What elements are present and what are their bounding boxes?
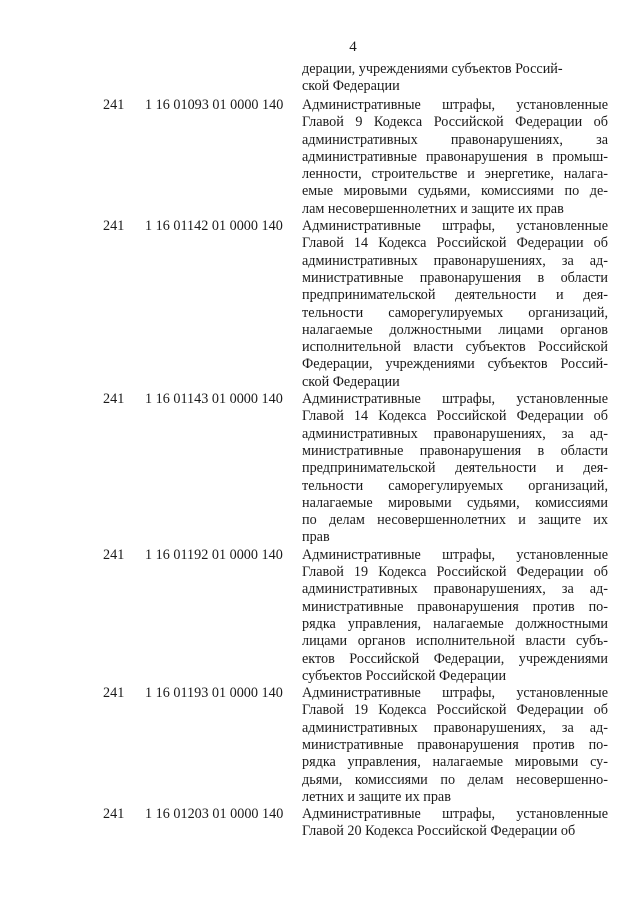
text-line: летних и защите их прав xyxy=(302,788,451,805)
text-line: Административные штрафы, установленные xyxy=(302,546,608,563)
text-line: тельности саморегулируемых организаций, xyxy=(302,477,608,494)
table-row xyxy=(0,218,640,391)
text-line: административные правонарушения в промыш- xyxy=(302,148,608,165)
text-line: ленности, строительстве и энергетике, налага- xyxy=(302,166,608,183)
text-line: емые мировыми судьями, комиссиями по де- xyxy=(302,183,608,200)
text-line: предпринимательской деятельности и дея- xyxy=(302,460,608,477)
text-line: ектов Российской Федерации, учреждениями xyxy=(302,650,608,667)
text-line: дерации, учреждениями субъектов Россий- xyxy=(302,61,563,77)
text-line: по делам несовершеннолетних и защите их xyxy=(302,512,608,529)
text-line: ской Федерации xyxy=(302,78,400,95)
text-line: Главой 14 Кодекса Российской Федерации об xyxy=(302,235,608,252)
text-line: министративные правонарушения против по- xyxy=(302,598,608,615)
text-line: лам несовершеннолетних и защите их прав xyxy=(302,200,564,217)
budget-classification-code: 1 16 01193 01 0000 140 xyxy=(145,685,283,702)
text-line: исполнительной власти субъектов Российской xyxy=(302,339,608,356)
text-line: Главой 19 Кодекса Российской Федерации об xyxy=(302,564,608,581)
text-line: Главой 19 Кодекса Российской Федерации об xyxy=(302,702,608,719)
administrator-code: 241 xyxy=(103,391,125,408)
text-line: Административные штрафы, установленные xyxy=(302,97,608,113)
revenue-description xyxy=(302,97,608,218)
text-line: рядка управления, налагаемые мировыми су- xyxy=(302,754,608,771)
revenue-description xyxy=(302,685,608,806)
table-row xyxy=(0,97,640,218)
text-line: тельности саморегулируемых организаций, xyxy=(302,304,608,321)
text-line: административных правонарушениях, за ад- xyxy=(302,581,608,598)
text-line: ской Федерации xyxy=(302,373,400,390)
administrator-code: 241 xyxy=(103,806,125,823)
text-line: министративные правонарушения в области xyxy=(302,269,608,286)
text-line: Главой 14 Кодекса Российской Федерации об xyxy=(302,408,608,425)
text-line: Главой 20 Кодекса Российской Федерации об xyxy=(302,823,576,840)
text-line: Административные штрафы, установленные xyxy=(302,218,608,235)
revenue-description xyxy=(302,806,608,841)
administrator-code: 241 xyxy=(103,546,125,563)
text-line: административных правонарушениях, за ад- xyxy=(302,719,608,736)
text-line: административных правонарушениях, за ад- xyxy=(302,425,608,442)
table-row xyxy=(0,685,640,806)
budget-classification-code: 1 16 01093 01 0000 140 xyxy=(145,97,284,113)
text-line: дьями, комиссиями по делам несовершенно- xyxy=(302,771,608,788)
text-line: Федерации, учреждениями субъектов Россий- xyxy=(302,356,608,373)
table-row xyxy=(0,391,640,547)
administrator-code: 241 xyxy=(103,97,125,113)
budget-classification-code: 1 16 01203 01 0000 140 xyxy=(145,806,284,823)
revenue-description xyxy=(302,391,608,547)
text-line: предпринимательской деятельности и дея- xyxy=(302,287,608,304)
revenue-description xyxy=(302,218,608,391)
text-line: Административные штрафы, установленные xyxy=(302,391,608,408)
text-line: Административные штрафы, установленные xyxy=(302,685,608,702)
text-line: лицами органов исполнительной власти субъ- xyxy=(302,633,608,650)
revenue-description xyxy=(302,547,608,685)
administrator-code: 241 xyxy=(103,218,125,235)
text-line: министративные правонарушения в области xyxy=(302,442,608,459)
continued-description xyxy=(302,61,608,96)
text-line: административных правонарушениях, за ад- xyxy=(302,252,608,269)
text-line: субъектов Российской Федерации xyxy=(302,667,507,684)
text-line: Административные штрафы, установленные xyxy=(302,806,608,823)
revenue-codes-table xyxy=(0,97,640,841)
page-number: 4 xyxy=(349,39,357,55)
table-row xyxy=(0,806,640,841)
text-line: налагаемые должностными лицами органов xyxy=(302,321,608,338)
text-line: Главой 9 Кодекса Российской Федерации об xyxy=(302,114,608,131)
budget-classification-code: 1 16 01192 01 0000 140 xyxy=(145,546,283,563)
text-line: министративные правонарушения против по- xyxy=(302,736,608,753)
text-line: административных правонарушениях, за xyxy=(302,131,608,148)
text-line: рядка управления, налагаемые должностными xyxy=(302,615,608,632)
administrator-code: 241 xyxy=(103,685,125,702)
text-line: налагаемые мировыми судьями, комиссиями xyxy=(302,494,608,511)
text-line: прав xyxy=(302,529,330,546)
budget-classification-code: 1 16 01143 01 0000 140 xyxy=(145,391,283,408)
table-row xyxy=(0,547,640,685)
budget-classification-code: 1 16 01142 01 0000 140 xyxy=(145,218,283,235)
